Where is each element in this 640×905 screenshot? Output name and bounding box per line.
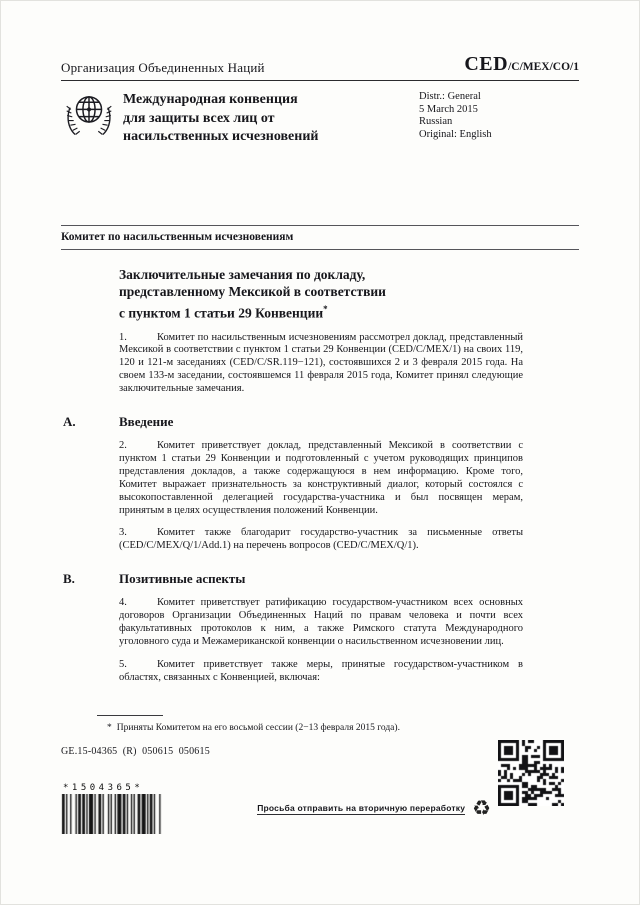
section-a-heading bbox=[63, 414, 523, 430]
masthead bbox=[61, 88, 579, 147]
recycle-note bbox=[257, 798, 491, 819]
paragraph-4 bbox=[119, 597, 523, 649]
barcode-label: *1504365* bbox=[63, 783, 144, 793]
paragraph-number: 1. bbox=[119, 331, 127, 343]
paragraph-number: 4. bbox=[119, 597, 127, 609]
paragraph-number: 2. bbox=[119, 440, 127, 452]
document-title-line: Заключительные замечания по докладу, bbox=[119, 266, 366, 282]
paragraph-number: 5. bbox=[119, 658, 127, 670]
language-line: Russian bbox=[419, 116, 453, 127]
committee-heading bbox=[61, 225, 579, 250]
paragraph-5 bbox=[119, 659, 523, 685]
convention-title-line: для защиты всех лиц от bbox=[123, 110, 275, 126]
section-title: Введение bbox=[119, 414, 174, 430]
distr-line: Distr.: General bbox=[419, 91, 481, 102]
footnote-separator bbox=[97, 715, 163, 716]
org-name: Организация Объединенных Наций bbox=[61, 60, 265, 75]
convention-title bbox=[123, 88, 373, 147]
original-language-line: Original: English bbox=[419, 128, 492, 140]
footnote-marker: * bbox=[107, 723, 112, 733]
document-id-number: GE.15-04365 (R) 050615 050615 bbox=[61, 746, 210, 757]
title-footnote-marker: * bbox=[323, 303, 328, 314]
document-symbol-suffix: /C/MEX/CO/1 bbox=[508, 61, 579, 73]
paragraph-text: Комитет по насильственным исчезновениям рассмотрел доклад, представленный Мексикой в соответствии с пунктом 1 статьи 29 Конвенции (CED/C/MEX/1) на своих 119, 120 и 121-м заседаниях (CED/C/SR.119−121), состоявшихся 2 и 3 февраля 2015 года. На своем 133-м заседании, состоявшемся 11 февраля 2015 года, Комитет принял следующие заключительные замечания. bbox=[119, 331, 523, 395]
qr-code bbox=[498, 740, 564, 806]
document-title-line: представленному Мексикой в соответствии bbox=[119, 284, 386, 299]
paragraph-text: Комитет приветствует доклад, представленный Мексикой в соответствии с пунктом 1 статьи 29 Конвенции и подготовленный с учетом руководящих принципов представления докладов, а также содержащуюся в нем информацию. Кроме того, Комитет выражает признательность за конструктивный диалог, который состоялся с высокопоставленной делегацией государства-участника и был посвящен мерам, принятым в целях осуществления положений Конвенции. bbox=[119, 440, 523, 516]
recycle-text: Просьба отправить на вторичную переработку bbox=[257, 802, 466, 813]
committee-heading-text: Комитет по насильственным исчезновениям bbox=[61, 230, 294, 243]
document-title-line: с пунктом 1 статьи 29 Конвенции* bbox=[119, 303, 328, 320]
section-b-heading bbox=[63, 571, 523, 587]
section-title: Позитивные аспекты bbox=[119, 571, 246, 587]
recycle-icon: ♻ bbox=[472, 796, 491, 820]
footnote-text: Приняты Комитетом на его восьмой сессии (2−13 февраля 2015 года). bbox=[116, 723, 400, 733]
date-line: 5 March 2015 bbox=[419, 103, 478, 115]
document-symbol-main: CED bbox=[464, 53, 509, 75]
barcode bbox=[61, 783, 201, 839]
paragraph-2 bbox=[119, 440, 523, 517]
document-symbol bbox=[464, 53, 579, 76]
un-emblem-icon bbox=[61, 88, 123, 147]
convention-title-line: насильственных исчезновений bbox=[123, 129, 319, 144]
paragraph-number: 3. bbox=[119, 527, 127, 539]
footnote bbox=[97, 722, 527, 734]
distribution-block bbox=[419, 88, 492, 147]
paragraph-1 bbox=[119, 332, 523, 397]
paragraph-3 bbox=[119, 527, 523, 553]
document-body bbox=[63, 266, 523, 685]
header-bar bbox=[61, 53, 579, 81]
paragraph-text: Комитет приветствует также меры, принятые государством-участником в областях, связанных с Конвенцией, включая: bbox=[119, 658, 523, 683]
section-letter: A. bbox=[63, 414, 76, 430]
section-letter: B. bbox=[63, 571, 75, 587]
document-title bbox=[119, 266, 523, 322]
paragraph-text: Комитет приветствует ратификацию государством-участником всех основных договоров Организации Объединенных Наций по правам человека и почти всех факультативных протоколов к ним, а также Римского статута Международного уголовного суда и Межамериканской конвенции о насильственном исчезновении лиц. bbox=[119, 597, 523, 647]
paragraph-text: Комитет также благодарит государство-участник за письменные ответы (CED/C/MEX/Q/1/Add.1) на перечень вопросов (CED/C/MEX/Q/1). bbox=[119, 527, 523, 552]
convention-title-line: Международная конвенция bbox=[123, 92, 298, 107]
